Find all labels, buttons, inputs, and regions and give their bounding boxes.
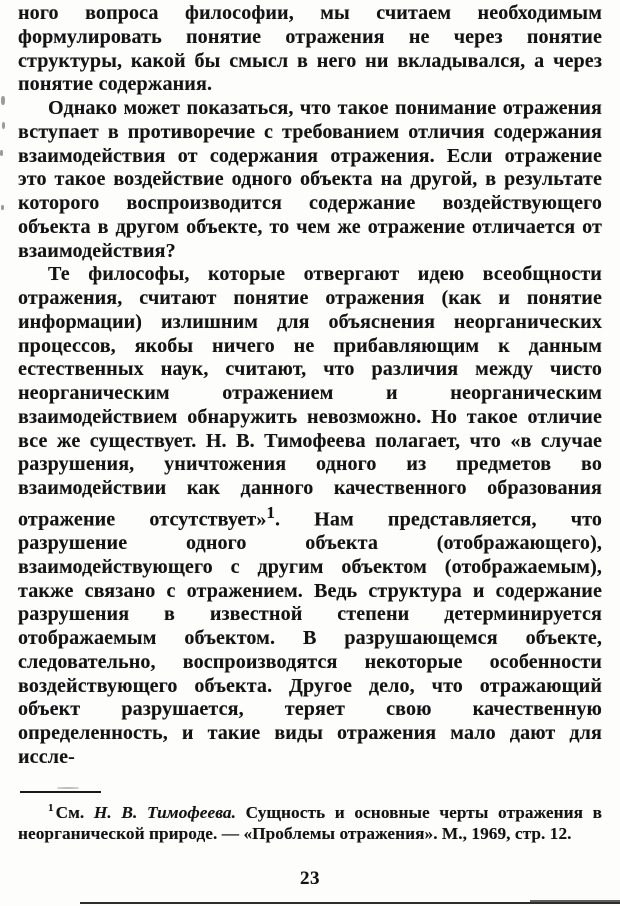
footnote-author: Н. В. Тимофеева. [93,803,236,822]
paragraph-odnako: Однако может показаться, что такое понимание отражения вступает в противоречие с требованием отличия содержания взаимодействия от содержания отражения. Если отражение это такое воздействие одного объекта на другой, в результате которого воспроизводится содержание воздействующего объекта в другом объекте, то чем же отражение отличается от взаимодействия? [18,97,602,262]
paragraph-te-filosofy-part2: . Нам представляется, что разрушение одного объекта (отображающего), взаимодействующего с другим объектом (отображаемым), также связано с отражением. Ведь структура и содержание разрушения в известной степени детерминируется отображаемым объектом. В разрушающемся объекте, следовательно, воспроизводятся некоторые особенности воздействующего объекта. Другое дело, что отражающий объект разрушается, теряет свою качественную определенность, и такие виды отражения мало дают для иссле- [18,508,602,768]
scan-edge-artifact-bottom [80,902,620,904]
scan-speckle-artifact [2,122,5,129]
page-number: 23 [300,868,320,889]
footnote-reference-marker[interactable]: 1 [266,502,275,522]
paragraph-te-filosofy-part1: Те философы, которые отвергают идею всеобщности отражения, считают понятие отражения (как и понятие информации) излишним для объяснения неорганических процессов, якобы ничего не прибавляющим к данным естественных наук, считают, что различия между чисто неорганическим отражением и неорганическим взаимодействием обнаружить невозможно. Но такое отличие все же существует. Н. В. Тимофеева полагает, что «в случае разрушения, уничтожения одного из предметов во взаимодействии как данного качественного образования отражение отсутствует» [18,263,602,531]
footnote-separator-rule [20,791,101,793]
footnote [18,798,602,845]
page-body-text [18,2,602,770]
footnote-prefix: См. [55,803,85,822]
scan-speckle-artifact [0,150,3,156]
scan-edge-artifact-bottom-right [530,900,620,902]
footnote-body: Сущность и основные черты отражения в неорганической природе. — «Проблемы отражения». М., 1969, стр. 12. [18,803,603,844]
scan-speckle-artifact [57,787,79,789]
paragraph-continued: ного вопроса философии, мы считаем необходимым формулировать понятие отражения не через понятие структуры, какой бы смысл в него ни вкладывался, а через понятие содержания. [18,2,602,96]
scan-speckle-artifact [1,205,4,210]
scan-speckle-artifact [1,96,5,105]
footnote-marker: 1 [48,802,54,814]
paragraph-te-filosofy [18,263,602,769]
